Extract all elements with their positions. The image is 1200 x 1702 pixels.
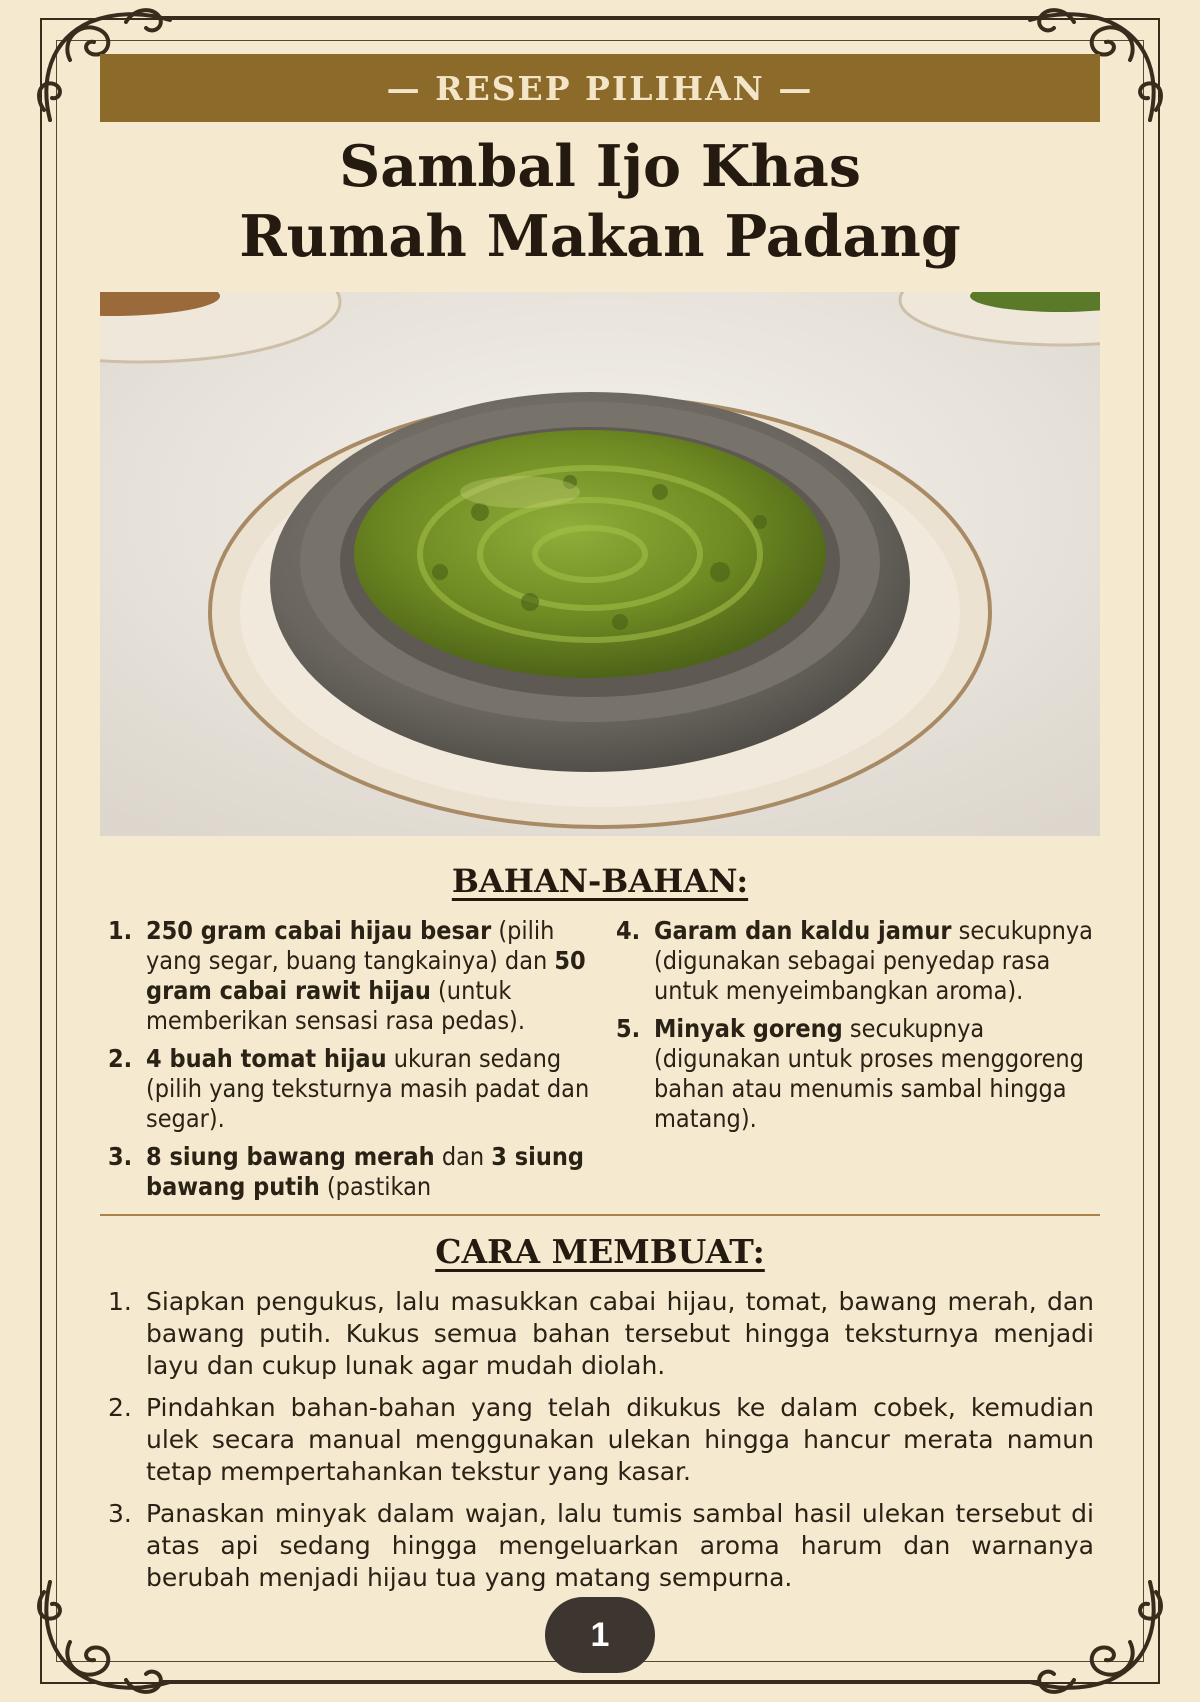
- title-line-1: Sambal Ijo Khas: [339, 133, 861, 200]
- ingredient-note: (pilih yang segar, buang tangkainya) dan: [146, 916, 555, 975]
- dish-photo: [100, 292, 1100, 836]
- ingredient-item: [108, 1044, 590, 1134]
- method-step: [108, 1286, 1094, 1382]
- ingredient-name: 4 buah tomat hijau: [146, 1044, 387, 1073]
- method-step: [108, 1498, 1094, 1594]
- page-title: [100, 132, 1100, 272]
- ingredient-note: (untuk memberikan sensasi rasa pedas).: [146, 976, 525, 1035]
- ingredient-item: [616, 916, 1094, 1006]
- ingredients-heading: BAHAN-BAHAN:: [451, 862, 749, 900]
- ingredient-name: Minyak goreng: [654, 1014, 843, 1043]
- sambal-mortar-image: [100, 292, 1100, 836]
- top-rule: [160, 16, 1040, 18]
- ingredient-item: [616, 1014, 1094, 1134]
- ingredient-number: 5.: [616, 1014, 641, 1043]
- step-number: 3.: [108, 1499, 132, 1528]
- ingredients-column-right: [616, 916, 1094, 1142]
- ingredient-item: [108, 916, 590, 1036]
- page-number-badge: 1: [545, 1597, 655, 1673]
- ingredient-name: 8 siung bawang merah: [146, 1142, 435, 1171]
- ingredient-name: 50 gram cabai rawit hijau: [146, 946, 586, 1005]
- ingredient-note: secukupnya (digunakan sebagai penyedap rasa untuk menyeimbangkan aroma).: [654, 916, 1093, 1005]
- header-banner: [100, 54, 1100, 122]
- ingredient-note: secukupnya (digunakan untuk proses menggoreng bahan atau menumis sambal hingga matang).: [654, 1014, 1084, 1133]
- method-heading: CARA MEMBUAT:: [435, 1232, 765, 1271]
- step-text: Siapkan pengukus, lalu masukkan cabai hijau, tomat, bawang merah, dan bawang putih. Kukus semua bahan tersebut hingga teksturnya menjadi layu dan cukup lunak agar mudah diolah.: [146, 1287, 1094, 1380]
- ingredient-number: 1.: [108, 916, 133, 945]
- step-text: Pindahkan bahan-bahan yang telah dikukus ke dalam cobek, kemudian ulek secara manual menggunakan ulekan hingga hancur merata namun tetap mempertahankan tekstur yang kasar.: [146, 1393, 1094, 1486]
- section-divider: [100, 1214, 1100, 1216]
- ingredient-number: 3.: [108, 1142, 133, 1171]
- step-number: 2.: [108, 1393, 132, 1422]
- ingredient-item: [108, 1142, 590, 1202]
- ingredient-number: 2.: [108, 1044, 133, 1073]
- ingredient-note: dan: [434, 1142, 492, 1171]
- ingredient-name: 3 siung bawang putih: [146, 1142, 584, 1201]
- title-line-2: Rumah Makan Padang: [239, 203, 961, 270]
- bottom-rule: [160, 1680, 1040, 1682]
- ingredients-column-left: [108, 916, 590, 1210]
- ingredient-name: Garam dan kaldu jamur: [654, 916, 952, 945]
- ingredient-note: ukuran sedang (pilih yang teksturnya masih padat dan segar).: [146, 1044, 590, 1133]
- ingredient-note: (pastikan: [319, 1172, 432, 1201]
- step-number: 1.: [108, 1287, 132, 1316]
- banner-label: — RESEP PILIHAN —: [386, 68, 814, 108]
- ingredient-name: 250 gram cabai hijau besar: [146, 916, 492, 945]
- method-step: [108, 1392, 1094, 1488]
- step-text: Panaskan minyak dalam wajan, lalu tumis sambal hasil ulekan tersebut di atas api sedang hingga mengeluarkan aroma harum dan warnanya berubah menjadi hijau tua yang matang sempurna.: [146, 1499, 1094, 1592]
- ingredient-number: 4.: [616, 916, 641, 945]
- method-steps: [108, 1286, 1094, 1604]
